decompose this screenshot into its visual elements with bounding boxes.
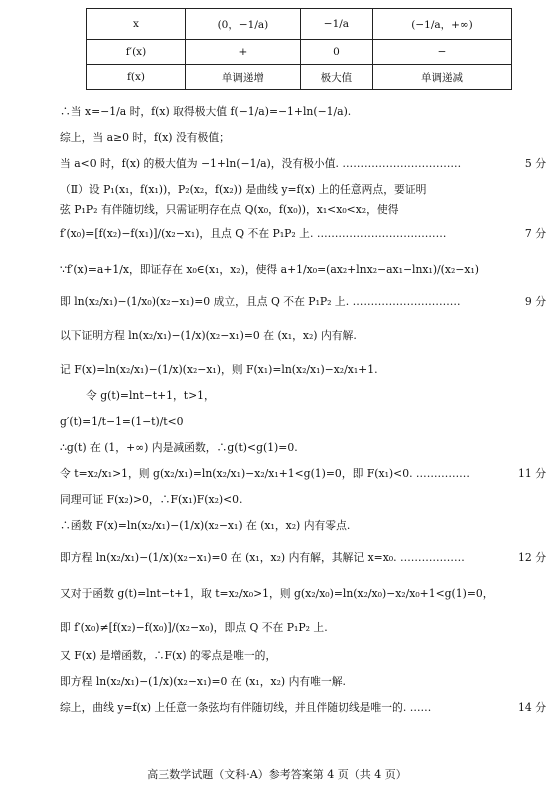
- score-mark: 5 分: [524, 157, 546, 170]
- score-mark: 9 分: [524, 295, 546, 308]
- solution-line: 即 ln(x₂/x₁)−(1/x₀)(x₂−x₁)=0 成立，且点 Q 不在 P₁P₂ 上. …………………………: [60, 295, 461, 308]
- table-cell: 极大值: [300, 65, 372, 90]
- solution-line: ∵f′(x)=a+1/x，即证存在 x₀∈(x₁，x₂)，使得 a+1/x₀=(ax₂+lnx₂−ax₁−lnx₁)/(x₂−x₁): [60, 263, 479, 276]
- solution-line: ∴g(t) 在 (1，+∞) 内是减函数，∴g(t)<g(1)=0.: [60, 441, 298, 454]
- table-row: [87, 40, 512, 65]
- solution-line: 当 a<0 时，f(x) 的极大值为 −1+ln(−1/a)，没有极小值. ……………………………: [60, 157, 462, 170]
- solution-line: 综上，曲线 y=f(x) 上任意一条弦均有伴随切线，并且伴随切线是唯一的. ……: [60, 701, 432, 714]
- score-mark: 12 分: [518, 551, 546, 564]
- sign-table: [86, 8, 512, 90]
- table-cell: f′(x): [87, 40, 186, 65]
- solution-line: （Ⅱ）设 P₁(x₁，f(x₁))，P₂(x₂，f(x₂)) 是曲线 y=f(x) 上的任意两点，要证明: [60, 183, 427, 196]
- solution-line: ∴函数 F(x)=ln(x₂/x₁)−(1/x)(x₂−x₁) 在 (x₁，x₂) 内有零点.: [60, 519, 351, 532]
- table-cell: −: [373, 40, 512, 65]
- solution-line: 同理可证 F(x₂)>0，∴F(x₁)F(x₂)<0.: [60, 493, 243, 506]
- table-cell: (−1/a，+∞): [373, 9, 512, 40]
- solution-line: 即 f′(x₀)≠[f(x₂)−f(x₀)]/(x₂−x₀)，即点 Q 不在 P₁P₂ 上.: [60, 621, 328, 634]
- table-cell: 0: [300, 40, 372, 65]
- solution-line: 弦 P₁P₂ 有伴随切线，只需证明存在点 Q(x₀，f(x₀))，x₁<x₀<x₂，使得: [60, 203, 399, 216]
- table-cell: 单调递增: [186, 65, 301, 90]
- page-footer: 高三数学试题（文科·A）参考答案第 4 页（共 4 页）: [147, 768, 407, 781]
- solution-line: f′(x₀)=[f(x₂)−f(x₁)]/(x₂−x₁)，且点 Q 不在 P₁P₂ 上. ………………………………: [60, 227, 447, 240]
- table-cell: f(x): [87, 65, 186, 90]
- table-cell: −1/a: [300, 9, 372, 40]
- solution-line: ∴当 x=−1/a 时，f(x) 取得极大值 f(−1/a)=−1+ln(−1/a).: [60, 105, 352, 118]
- solution-line: 又 F(x) 是增函数，∴F(x) 的零点是唯一的，: [60, 649, 277, 662]
- table-cell: +: [186, 40, 301, 65]
- solution-line: 即方程 ln(x₂/x₁)−(1/x)(x₂−x₁)=0 在 (x₁，x₂) 内有唯一解.: [60, 675, 346, 688]
- solution-line: g′(t)=1/t−1=(1−t)/t<0: [60, 415, 184, 428]
- table-cell: x: [87, 9, 186, 40]
- score-mark: 14 分: [518, 701, 546, 714]
- table-row: [87, 65, 512, 90]
- solution-line: 综上，当 a≥0 时，f(x) 没有极值；: [60, 131, 230, 144]
- score-mark: 11 分: [518, 467, 546, 480]
- table-row: [87, 9, 512, 40]
- solution-line: 记 F(x)=ln(x₂/x₁)−(1/x)(x₂−x₁)，则 F(x₁)=ln(x₂/x₁)−x₂/x₁+1.: [60, 363, 378, 376]
- solution-line: 令 g(t)=lnt−t+1，t>1，: [86, 389, 215, 402]
- score-mark: 7 分: [524, 227, 546, 240]
- solution-line: 又对于函数 g(t)=lnt−t+1，取 t=x₂/x₀>1，则 g(x₂/x₀)=ln(x₂/x₀)−x₂/x₀+1<g(1)=0，: [60, 587, 494, 600]
- solution-line: 令 t=x₂/x₁>1，则 g(x₂/x₁)=ln(x₂/x₁)−x₂/x₁+1<g(1)=0，即 F(x₁)<0. ……………: [60, 467, 470, 480]
- solution-line: 即方程 ln(x₂/x₁)−(1/x)(x₂−x₁)=0 在 (x₁，x₂) 内有解，其解记 x=x₀. ………………: [60, 551, 465, 564]
- solution-line: 以下证明方程 ln(x₂/x₁)−(1/x)(x₂−x₁)=0 在 (x₁，x₂) 内有解.: [60, 329, 357, 342]
- table-cell: 单调递减: [373, 65, 512, 90]
- table-cell: (0，−1/a): [186, 9, 301, 40]
